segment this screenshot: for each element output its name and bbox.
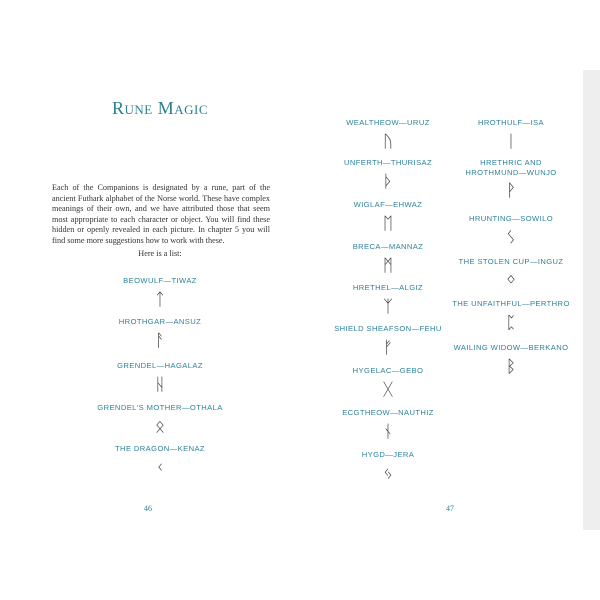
rune-glyph: ᚹ [505, 181, 517, 201]
rune-glyph: ᚾ [382, 421, 394, 442]
list-intro: Here is a list: [138, 249, 182, 258]
entry-name: HYGD—JERA [361, 450, 415, 459]
rune-entry [446, 118, 576, 151]
entry-name: HRETHEL—ALGIZ [352, 283, 424, 292]
rune-glyph: ᛒ [505, 356, 517, 377]
rune-entry [446, 158, 576, 200]
rune-glyph: ᚠ [382, 337, 394, 358]
rune-entry [322, 366, 454, 399]
entry-name: THE STOLEN CUP—INGUZ [458, 257, 564, 266]
rune-entry [322, 283, 454, 316]
rune-entry [322, 450, 454, 483]
entry-name: WIGLAF—EHWAZ [353, 200, 423, 209]
page-edge [583, 70, 600, 530]
entry-name: BEOWULF—TIWAZ [123, 276, 197, 285]
rune-glyph: ᚷ [382, 379, 394, 400]
rune-glyph: ᛃ [382, 463, 394, 484]
intro-paragraph: Each of the Companions is designated by a rune, part of the ancient Futhark alphabet of the Norse world. These have complex meanings of their own, and we have attributed those that seem most appropriate to each character or object. You will find these hidden or openly revealed in each picture. In chapter 5 you will find some more suggestions how to work with these. [52, 183, 270, 245]
page-number-left: 46 [144, 504, 152, 513]
rune-glyph: ᚲ [154, 457, 166, 478]
rune-entry [322, 200, 454, 233]
rune-glyph: ᚢ [382, 131, 394, 152]
entry-name: SHIELD SHEAFSON—FEHU [334, 324, 442, 333]
rune-entry [60, 276, 260, 309]
rune-glyph: ᚺ [154, 374, 166, 395]
rune-entry [322, 408, 454, 441]
entry-name: HROTHGAR—ANSUZ [118, 317, 202, 326]
rune-glyph: ᛉ [382, 296, 394, 317]
page-title: Rune Magic [111, 98, 208, 118]
entry-name: ECGTHEOW—NAUTHIZ [342, 408, 434, 417]
rune-entry [60, 403, 260, 436]
entry-name: BRECA—MANNAZ [352, 242, 424, 251]
rune-glyph: ᚨ [154, 330, 166, 351]
rune-glyph: ᛜ [505, 270, 517, 291]
rune-entry [60, 317, 260, 350]
rune-glyph: ᛈ [505, 312, 517, 333]
rune-entry [60, 361, 260, 394]
rune-glyph: ᛊ [505, 227, 517, 248]
rune-entry [446, 343, 576, 376]
entry-name: WAILING WIDOW—BERKANO [453, 343, 569, 352]
page-number-right: 47 [446, 504, 454, 513]
entry-name: HRUNTING—SOWILO [468, 214, 554, 223]
entry-name: UNFERTH—THURISAZ [343, 158, 433, 167]
entry-name: HROTHULF—ISA [478, 118, 544, 127]
rune-glyph: ᛏ [154, 289, 166, 310]
rune-entry [60, 444, 260, 477]
entry-name: HYGELAC—GEBO [352, 366, 424, 375]
rune-entry [446, 257, 576, 290]
rune-glyph: ᛟ [154, 416, 166, 437]
entry-name: GRENDEL'S MOTHER—OTHALA [97, 403, 223, 412]
entry-name: WEALTHEOW—URUZ [346, 118, 430, 127]
rune-entry [446, 299, 576, 332]
entry-name: THE DRAGON—KENAZ [115, 444, 205, 453]
entry-name: THE UNFAITHFUL—PERTHRO [452, 299, 570, 308]
rune-glyph: ᚦ [382, 171, 394, 192]
rune-entry [322, 118, 454, 151]
rune-glyph: ᛁ [505, 131, 517, 152]
rune-glyph: ᛗ [382, 255, 394, 276]
rune-entry [322, 324, 454, 357]
rune-entry [322, 242, 454, 275]
rune-entry [446, 214, 576, 247]
entry-name: HRETHRIC AND [480, 158, 542, 167]
rune-entry [322, 158, 454, 191]
entry-name: HROTHMUND—WUNJO [465, 167, 557, 177]
entry-name: GRENDEL—HAGALAZ [117, 361, 203, 370]
rune-glyph: ᛖ [382, 213, 394, 234]
